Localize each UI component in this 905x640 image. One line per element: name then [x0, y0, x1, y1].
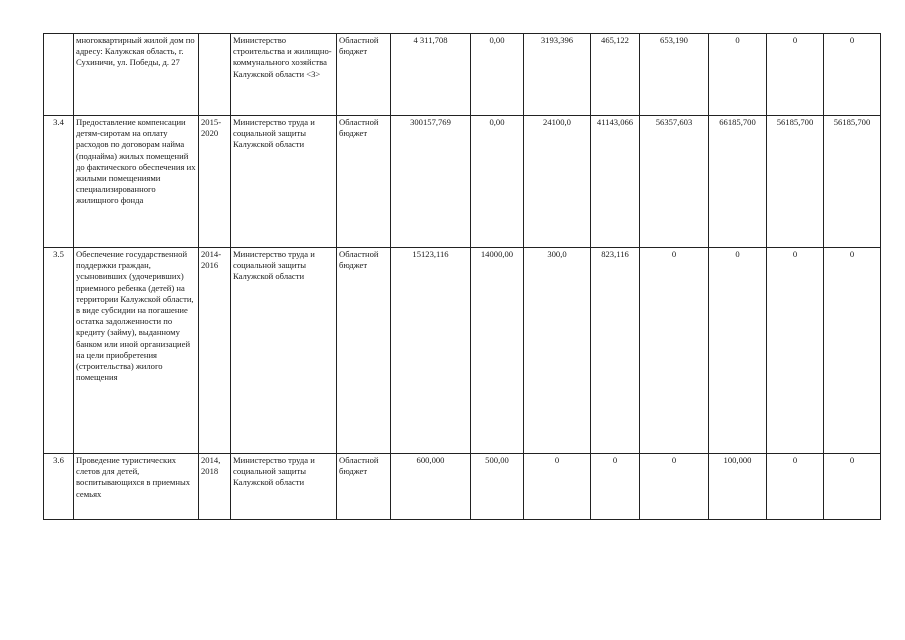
row-number-cell	[44, 34, 74, 116]
table-row	[44, 34, 881, 116]
table-row	[44, 454, 881, 520]
measure-name-cell: Обеспечение государственной поддержки граждан, усыновивших (удочеривших) приемного ребенка (детей) на территории Калужской области, в виде субсидии на погашение остатка задолженности по кредиту (займу), выданному банком или иной организацией на цели приобретения (строительства) жилого помещения	[74, 248, 199, 454]
measure-name-cell: Предоставление компенсации детям-сиротам на оплату расходов по договорам найма (поднайма) жилых помещений до фактического обеспечения их жилыми помещениями специализированного жилищного фонда	[74, 116, 199, 248]
amount-cell: 300,0	[524, 248, 591, 454]
executor-cell: Министерство труда и социальной защиты Калужской области	[231, 248, 337, 454]
period-cell: 2014- 2016	[199, 248, 231, 454]
executor-cell: Министерство труда и социальной защиты Калужской области	[231, 454, 337, 520]
amount-cell: 653,190	[640, 34, 709, 116]
period-cell: 2014, 2018	[199, 454, 231, 520]
table-row	[44, 116, 881, 248]
period-cell	[199, 34, 231, 116]
row-number-cell: 3.4	[44, 116, 74, 248]
amount-cell: 0	[824, 454, 881, 520]
amount-cell: 0	[767, 34, 824, 116]
amount-cell: 100,000	[709, 454, 767, 520]
executor-cell: Министерство труда и социальной защиты Калужской области	[231, 116, 337, 248]
amount-cell: 0,00	[471, 34, 524, 116]
amount-cell: 300157,769	[391, 116, 471, 248]
row-number-cell: 3.5	[44, 248, 74, 454]
amount-cell: 600,000	[391, 454, 471, 520]
amount-cell: 0	[640, 248, 709, 454]
amount-cell: 0	[709, 34, 767, 116]
amount-cell: 56185,700	[767, 116, 824, 248]
funding-source-cell: Областной бюджет	[337, 116, 391, 248]
amount-cell: 823,116	[591, 248, 640, 454]
amount-cell: 465,122	[591, 34, 640, 116]
amount-cell: 56357,603	[640, 116, 709, 248]
amount-cell: 4 311,708	[391, 34, 471, 116]
funding-source-cell: Областной бюджет	[337, 454, 391, 520]
amount-cell: 0	[767, 454, 824, 520]
table-row	[44, 248, 881, 454]
executor-cell: Министерство строительства и жилищно-коммунального хозяйства Калужской области <3>	[231, 34, 337, 116]
amount-cell: 0	[640, 454, 709, 520]
amount-cell: 15123,116	[391, 248, 471, 454]
amount-cell: 0	[591, 454, 640, 520]
amount-cell: 0	[824, 34, 881, 116]
amount-cell: 3193,396	[524, 34, 591, 116]
amount-cell: 500,00	[471, 454, 524, 520]
amount-cell: 0	[709, 248, 767, 454]
amount-cell: 56185,700	[824, 116, 881, 248]
measure-name-cell: Проведение туристических слетов для детей, воспитывающихся в приемных семьях	[74, 454, 199, 520]
program-measures-table	[43, 33, 881, 520]
funding-source-cell: Областной бюджет	[337, 248, 391, 454]
amount-cell: 0,00	[471, 116, 524, 248]
row-number-cell: 3.6	[44, 454, 74, 520]
amount-cell: 14000,00	[471, 248, 524, 454]
amount-cell: 41143,066	[591, 116, 640, 248]
amount-cell: 24100,0	[524, 116, 591, 248]
amount-cell: 0	[824, 248, 881, 454]
funding-source-cell: Областной бюджет	[337, 34, 391, 116]
measure-name-cell: многоквартирный жилой дом по адресу: Калужская область, г. Сухиничи, ул. Победы, д. 27	[74, 34, 199, 116]
amount-cell: 0	[524, 454, 591, 520]
amount-cell: 66185,700	[709, 116, 767, 248]
amount-cell: 0	[767, 248, 824, 454]
period-cell: 2015- 2020	[199, 116, 231, 248]
